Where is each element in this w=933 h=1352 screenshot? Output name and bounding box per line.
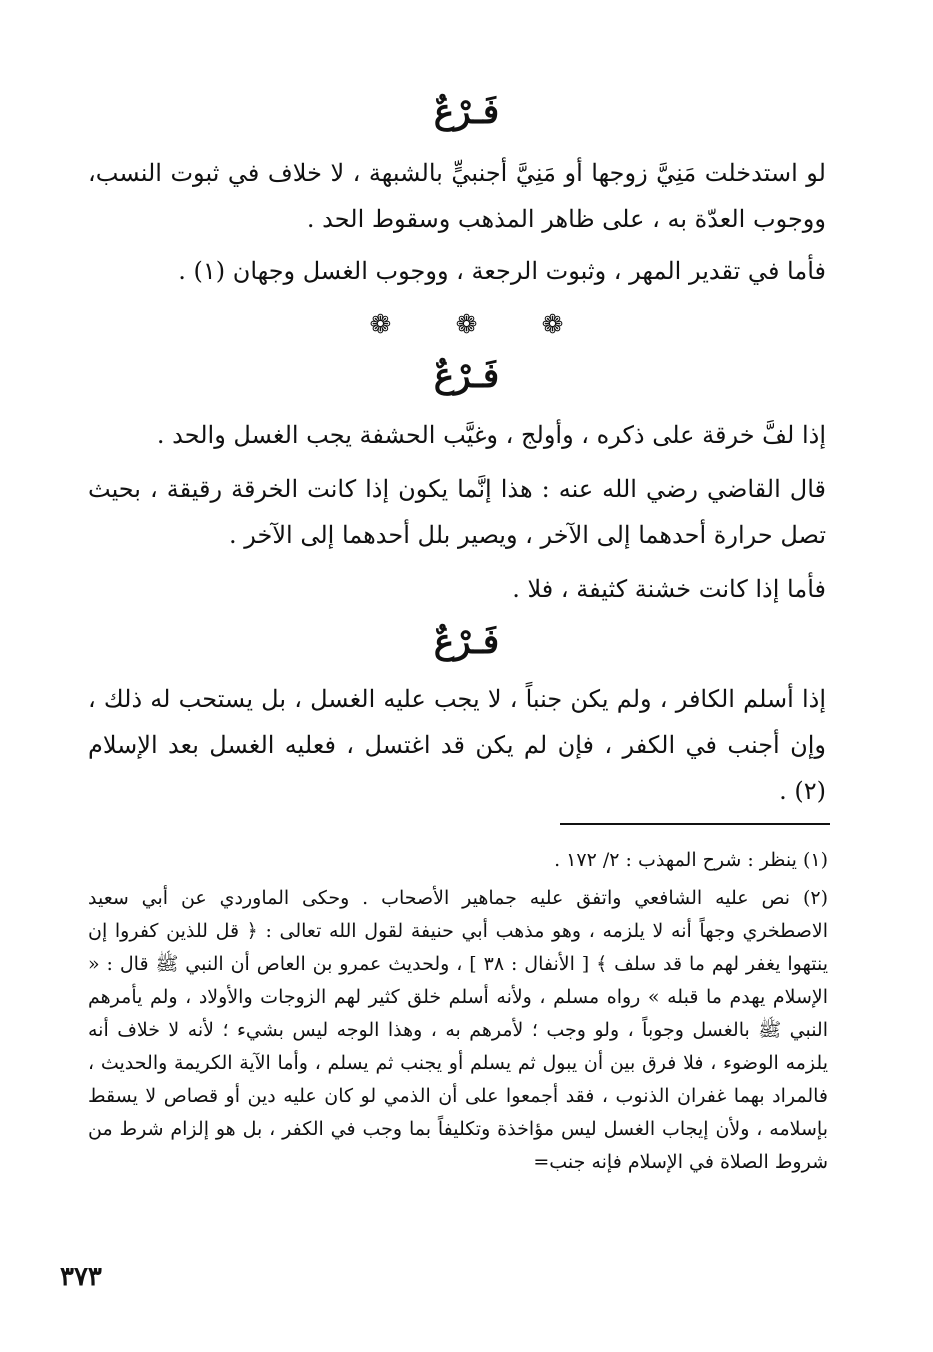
star-ornament-icon: ❁ (455, 310, 478, 340)
star-ornament-icon: ❁ (541, 310, 564, 340)
section-heading: فَـرْعٌ (433, 92, 500, 132)
section-heading: فَـرْعٌ (433, 622, 500, 662)
paragraph: إذا أسلم الكافر ، ولم يكن جنباً ، لا يجب عليه الغسل ، بل يستحب له ذلك ، وإن أجنب في الكفر ، فإن لم يكن قد اغتسل ، فعليه الغسل بعد الإسلام (٢) . (88, 685, 826, 805)
paragraph: لو استدخلت مَنِيَّ زوجها أو مَنِيَّ أجنبيٍّ بالشبهة ، لا خلاف في ثبوت النسب، ووجوب العدّة به ، على ظاهر المذهب وسقوط الحد . (88, 159, 826, 233)
star-ornament-icon: ❁ (369, 310, 392, 340)
footnote: (٢) نص عليه الشافعي واتفق عليه جماهير الأصحاب . وحكى الماوردي عن أبي سعيد الاصطخري وجهاً أنه لا يلزمه ، وهو مذهب أبي حنيفة لقول الله تعالى : ﴿ قل للذين كفروا إن ينتهوا يغفر لهم ما قد سلف ﴾ [ الأنفال : ٣٨ ] ، ولحديث عمرو بن العاص أن النبي ﷺ قال : « الإسلام يهدم ما قبله » رواه مسلم ، ولأنه أسلم خلق كثير لهم الزوجات والأولاد ، ولم يأمرهم النبي ﷺ بالغسل وجوباً ، ولو وجب ؛ لأمرهم به ، وهذا الوجه ليس بشيء ؛ لأنه لا خلاف أنه يلزمه الوضوء ، فلا فرق بين أن يبول ثم يسلم أو يجنب ثم يسلم ، وأما الآية الكريمة والحديث ، فالمراد بهما غفران الذنوب ، فقد أجمعوا على أن الذمي لو كان عليه دين أو قصاص لا يسقط بإسلامه ، ولأن إيجاب الغسل ليس مؤاخذة وتكليفاً بما وجب في الكفر ، بل هو إلزام شرط من شروط الصلاة في الإسلام فإنه جنب= (88, 887, 828, 1173)
paragraph: فأما في تقدير المهر ، وثبوت الرجعة ، ووجوب الغسل وجهان (١) . (178, 257, 826, 285)
page-number: ٣٧٣ (60, 1262, 102, 1292)
section-separator (0, 310, 933, 346)
paragraph: فأما إذا كانت خشنة كثيفة ، فلا . (512, 575, 826, 603)
paragraph: إذا لفَّ خرقة على ذكره ، وأولج ، وغيَّب الحشفة يجب الغسل والحد . (156, 421, 826, 449)
footnote-separator-rule (560, 823, 830, 825)
paragraph: قال القاضي رضي الله عنه : هذا إنَّما يكون إذا كانت الخرقة رقيقة ، بحيث تصل حرارة أحدهما إلى الآخر ، ويصير بلل أحدهما إلى الآخر . (88, 475, 826, 549)
section-heading: فَـرْعٌ (433, 356, 500, 396)
footnote: (١) ينظر : شرح المهذب : ٢/ ١٧٢ . (554, 849, 828, 871)
